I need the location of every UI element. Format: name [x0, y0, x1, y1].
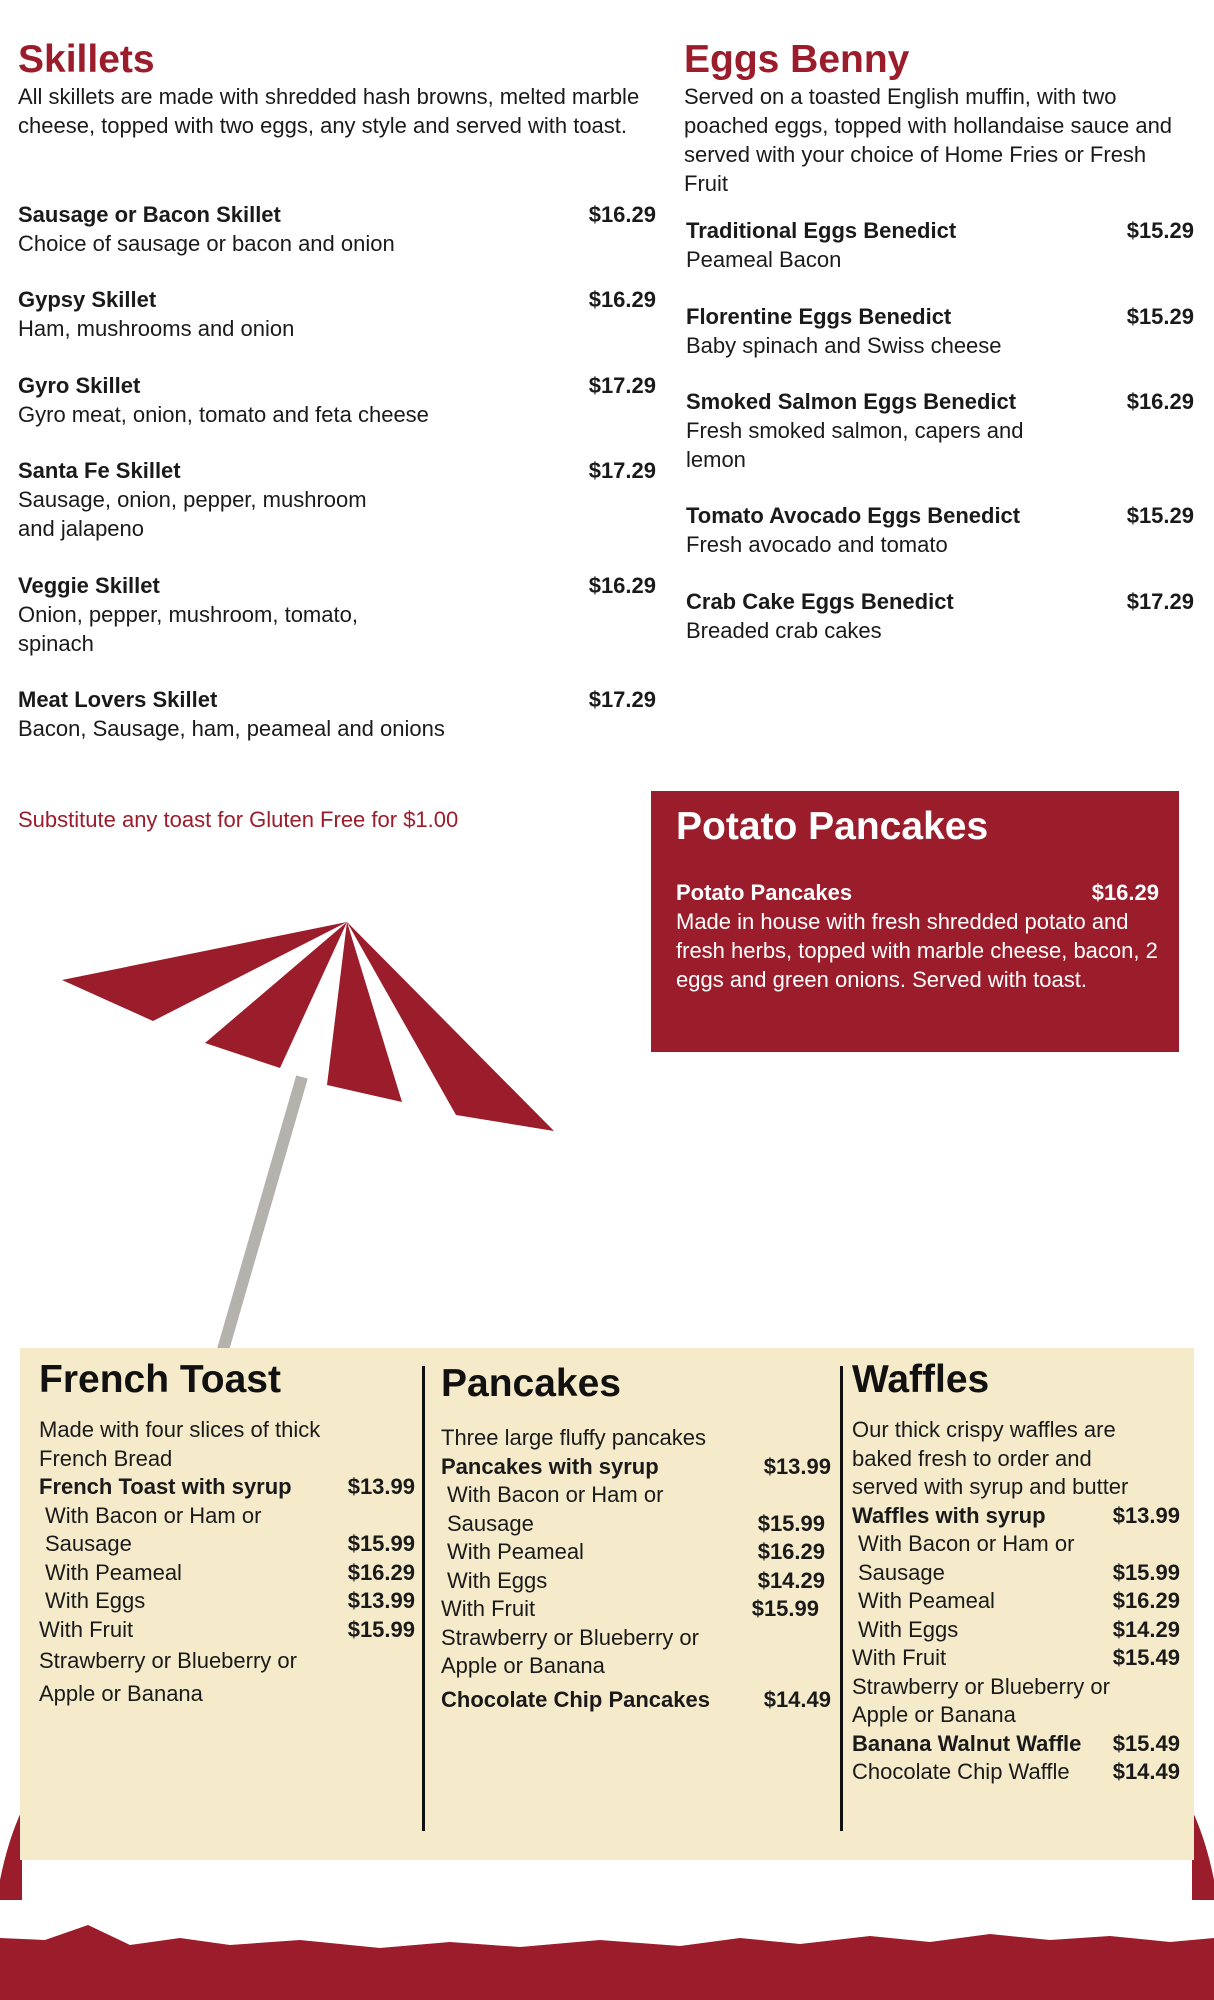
item-price: $14.49 [763, 1686, 831, 1712]
eggs-benny-intro: Served on a toasted English muffin, with two poached eggs, topped with hollandaise sauce and served with your choice of Home Fries or Fresh Fruit [684, 84, 1173, 196]
menu-item [852, 1644, 1180, 1673]
item-price: $13.99 [763, 1453, 831, 1479]
item-name: Sausage or Bacon Skillet [18, 202, 281, 227]
item-price: $15.99 [757, 1510, 825, 1536]
item-desc: Breaded crab cakes [686, 618, 882, 643]
item-price: $14.29 [757, 1567, 825, 1593]
item-name: Traditional Eggs Benedict [686, 218, 957, 243]
menu-item [686, 501, 1194, 559]
item-price: $16.29 [1126, 389, 1194, 414]
eggs-benny-section [684, 38, 1189, 198]
eggs-benny-title: Eggs Benny [684, 38, 910, 81]
item-desc: Onion, pepper, mushroom, tomato, spinach [18, 602, 358, 656]
menu-item [852, 1530, 1180, 1587]
menu-item [441, 1538, 825, 1567]
menu-item [852, 1758, 1180, 1787]
item-price: $15.99 [347, 1616, 415, 1642]
item-name: With Fruit [39, 1616, 134, 1642]
waffles-column [852, 1358, 1180, 1787]
menu-item [18, 456, 656, 543]
item-name: With Fruit [441, 1596, 536, 1621]
breakfast-sweets-panel [20, 1348, 1194, 1860]
item-name: Tomato Avocado Eggs Benedict [686, 503, 1021, 528]
skillets-title: Skillets [18, 38, 155, 81]
item-name: With Eggs [447, 1567, 548, 1593]
item-price: $15.29 [1126, 304, 1194, 329]
menu-item [18, 285, 656, 343]
item-desc: Bacon, Sausage, ham, peameal and onions [18, 716, 445, 741]
column-divider [422, 1366, 425, 1831]
menu-item [852, 1502, 1180, 1531]
item-desc: Baby spinach and Swiss cheese [686, 333, 1002, 358]
fruit-options: Strawberry or Blueberry or Apple or Banana [852, 1673, 1110, 1727]
menu-item [18, 685, 656, 743]
fruit-options: Strawberry or Blueberry or Apple or Banana [441, 1624, 699, 1678]
item-name: Smoked Salmon Eggs Benedict [686, 389, 1017, 414]
skillets-intro: All skillets are made with shredded hash browns, melted marble cheese, topped with two eggs, any style and served with toast. [18, 84, 640, 138]
item-name: Chocolate Chip Waffle [852, 1759, 1070, 1784]
menu-item [441, 1453, 831, 1482]
menu-item [686, 587, 1194, 645]
item-name: Veggie Skillet [18, 573, 160, 598]
item-price: $16.29 [588, 573, 656, 598]
item-price: $14.49 [1112, 1759, 1180, 1784]
item-desc: Ham, mushrooms and onion [18, 316, 295, 341]
item-price: $16.29 [757, 1539, 825, 1564]
menu-item [852, 1616, 1180, 1645]
item-price: $17.29 [588, 458, 656, 483]
menu-item [39, 1587, 415, 1616]
item-price: $16.29 [1091, 880, 1159, 905]
pancakes-intro: Three large fluffy pancakes [441, 1425, 706, 1450]
item-desc: Fresh smoked salmon, capers and lemon [686, 418, 1024, 472]
menu-item [852, 1587, 1180, 1616]
item-name: With Fruit [852, 1645, 947, 1670]
item-name: Santa Fe Skillet [18, 458, 181, 483]
french-toast-intro: Made with four slices of thick French Bread [39, 1417, 321, 1471]
menu-item [686, 302, 1194, 360]
skillets-section [18, 38, 656, 140]
menu-item [39, 1502, 415, 1559]
item-price: $13.99 [1112, 1502, 1180, 1528]
menu-item [686, 387, 1194, 474]
item-name: Waffles with syrup [852, 1502, 1046, 1528]
french-toast-column [39, 1358, 415, 1710]
item-name: With Eggs [858, 1616, 959, 1642]
item-name: With Bacon or Ham or Sausage [45, 1502, 262, 1556]
item-desc: Choice of sausage or bacon and onion [18, 231, 395, 256]
item-desc: Fresh avocado and tomato [686, 532, 948, 557]
menu-item [441, 1595, 819, 1624]
menu-item [441, 1567, 825, 1596]
menu-item [39, 1559, 415, 1588]
item-name: Pancakes with syrup [441, 1453, 659, 1479]
item-name: Banana Walnut Waffle [852, 1730, 1082, 1756]
item-name: French Toast with syrup [39, 1474, 292, 1499]
pancakes-title: Pancakes [441, 1362, 621, 1405]
potato-pancakes-title: Potato Pancakes [676, 805, 989, 848]
item-desc: Sausage, onion, pepper, mushroom and jalapeno [18, 487, 367, 541]
item-name: With Peameal [858, 1588, 995, 1613]
menu-item [18, 200, 656, 258]
item-name: With Peameal [45, 1559, 182, 1585]
item-price: $15.29 [1126, 218, 1194, 243]
item-price: $13.99 [347, 1474, 415, 1499]
menu-item [441, 1686, 831, 1715]
item-name: Meat Lovers Skillet [18, 687, 218, 712]
item-price: $16.29 [588, 202, 656, 227]
item-name: Chocolate Chip Pancakes [441, 1686, 710, 1712]
item-price: $16.29 [347, 1559, 415, 1585]
item-price: $15.49 [1112, 1730, 1180, 1756]
waffles-title: Waffles [852, 1358, 990, 1401]
item-price: $15.99 [1112, 1559, 1180, 1585]
item-name: With Bacon or Ham or Sausage [447, 1482, 664, 1536]
potato-pancakes-box [651, 791, 1179, 1052]
item-name: Gyro Skillet [18, 373, 141, 398]
item-price: $17.29 [588, 373, 656, 398]
item-price: $15.99 [347, 1531, 415, 1556]
item-name: Florentine Eggs Benedict [686, 304, 952, 329]
menu-item [18, 571, 656, 658]
pancakes-column [441, 1362, 831, 1714]
beach-umbrella-illustration [0, 900, 600, 1360]
item-price: $16.29 [1112, 1588, 1180, 1613]
item-price: $13.99 [347, 1588, 415, 1613]
item-name: Crab Cake Eggs Benedict [686, 589, 954, 614]
item-price: $17.29 [588, 687, 656, 712]
fruit-options: Strawberry or Blueberry or Apple or Banana [39, 1648, 297, 1706]
item-price: $17.29 [1126, 589, 1194, 614]
menu-item [18, 371, 656, 429]
column-divider [840, 1366, 843, 1831]
mountain-silhouette [0, 1900, 1214, 2000]
menu-item [39, 1473, 415, 1502]
umbrella-pole [220, 1077, 302, 1360]
french-toast-title: French Toast [39, 1358, 281, 1401]
item-price: $14.29 [1112, 1616, 1180, 1642]
item-name: With Eggs [45, 1588, 146, 1613]
item-price: $15.99 [751, 1596, 819, 1621]
item-price: $16.29 [588, 287, 656, 312]
item-name: Potato Pancakes [676, 880, 853, 905]
menu-item [39, 1616, 415, 1645]
waffles-intro: Our thick crispy waffles are baked fresh to order and served with syrup and butter [852, 1417, 1129, 1499]
item-name: With Peameal [447, 1539, 584, 1564]
menu-item [441, 1481, 825, 1538]
item-name: Gypsy Skillet [18, 287, 157, 312]
item-desc: Made in house with fresh shredded potato and fresh herbs, topped with marble cheese, bacon, 2 eggs and green onions. Served with toast. [676, 909, 1158, 992]
item-desc: Gyro meat, onion, tomato and feta cheese [18, 402, 429, 427]
item-price: $15.49 [1112, 1645, 1180, 1670]
gluten-free-note: Substitute any toast for Gluten Free for $1.00 [18, 807, 459, 832]
item-name: With Bacon or Ham or Sausage [858, 1531, 1075, 1585]
menu-item [686, 216, 1194, 274]
menu-item [852, 1730, 1180, 1759]
item-price: $15.29 [1126, 503, 1194, 528]
item-desc: Peameal Bacon [686, 247, 842, 272]
